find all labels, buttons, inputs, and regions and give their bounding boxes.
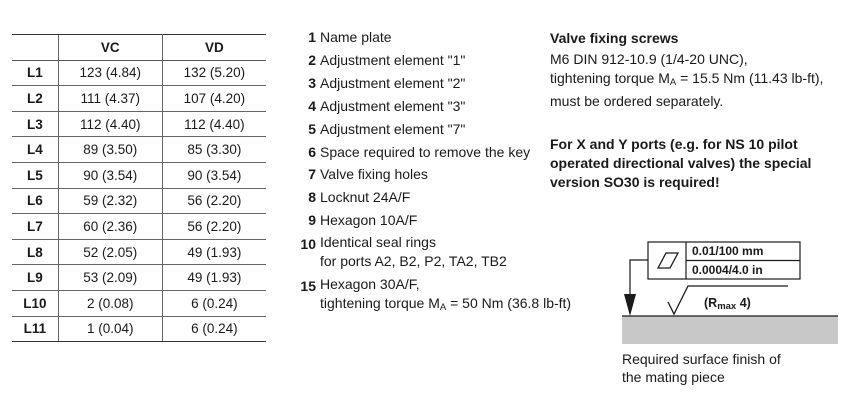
- finish-caption: [622, 350, 822, 386]
- cell-vd: 6 (0.24): [162, 290, 266, 316]
- table-header-vd: VD: [162, 35, 266, 61]
- table-row: [12, 316, 266, 342]
- torque-value: = 50 Nm (36.8 lb-ft): [446, 295, 572, 312]
- legend-number: 3: [308, 74, 316, 91]
- row-label: L9: [12, 265, 58, 291]
- cell-vd: 90 (3.54): [162, 162, 266, 188]
- screws-title: Valve fixing screws: [550, 30, 679, 46]
- table-header-corner: [12, 35, 58, 61]
- screws-torque-subscript: A: [669, 77, 677, 88]
- legend-item: [296, 49, 571, 72]
- cell-vd: 6 (0.24): [162, 316, 266, 342]
- flatness-tolerance-mm: 0.01/100 mm: [692, 244, 764, 258]
- table-row: [12, 265, 266, 291]
- legend-text: Adjustment element "7": [320, 120, 466, 137]
- torque-subscript: A: [439, 302, 447, 314]
- legend-number: 2: [308, 51, 316, 68]
- legend-item: [296, 163, 571, 186]
- cell-vd: 85 (3.30): [162, 137, 266, 163]
- legend-text: Locknut 24A/F: [320, 189, 411, 206]
- torque-prefix: tightening torque M: [320, 295, 440, 312]
- legend-number: 15: [300, 278, 316, 295]
- table-row: [12, 60, 266, 86]
- legend-item: [296, 209, 571, 232]
- dimension-table: [12, 34, 266, 342]
- legend-text: Adjustment element "3": [320, 97, 466, 114]
- cell-vc: 112 (4.40): [58, 111, 162, 137]
- table-header-vc: VC: [58, 35, 162, 61]
- table-row: [12, 162, 266, 188]
- legend-text-line1: Hexagon 30A/F,: [320, 276, 420, 293]
- caption-line2: the mating piece: [622, 369, 725, 385]
- leader-line: [630, 260, 648, 298]
- caption-line1: Required surface finish of: [622, 351, 781, 367]
- rmax-prefix: (R: [704, 296, 718, 310]
- cell-vc: 111 (4.37): [58, 86, 162, 112]
- table-row: [12, 188, 266, 214]
- component-legend: [296, 26, 571, 321]
- row-label: L3: [12, 111, 58, 137]
- legend-text: [320, 233, 507, 271]
- rmax-value: 4): [736, 296, 751, 310]
- row-label: L2: [12, 86, 58, 112]
- table-row: [12, 137, 266, 163]
- row-label: L8: [12, 239, 58, 265]
- cell-vd: 49 (1.93): [162, 239, 266, 265]
- notes-panel: [550, 26, 840, 192]
- table-row: [12, 239, 266, 265]
- legend-item: [296, 275, 571, 317]
- legend-number: 5: [308, 120, 316, 137]
- legend-text: Space required to remove the key: [320, 143, 531, 160]
- legend-number: 10: [300, 236, 316, 253]
- legend-item: [296, 95, 571, 118]
- cell-vd: 49 (1.93): [162, 265, 266, 291]
- cell-vc: 2 (0.08): [58, 290, 162, 316]
- row-label: L1: [12, 60, 58, 86]
- legend-text: Hexagon 10A/F: [320, 212, 418, 229]
- screws-torque-value: = 15.5 Nm (11.43 lb-ft),: [676, 70, 824, 86]
- cell-vd: 56 (2.20): [162, 214, 266, 240]
- surface-finish-diagram: [600, 236, 840, 396]
- legend-item: [296, 26, 571, 49]
- legend-number: 9: [308, 212, 316, 229]
- legend-number: 7: [308, 166, 316, 183]
- cell-vd: 132 (5.20): [162, 60, 266, 86]
- cell-vc: 89 (3.50): [58, 137, 162, 163]
- cell-vc: 60 (2.36): [58, 214, 162, 240]
- cell-vc: 53 (2.09): [58, 265, 162, 291]
- cell-vd: 112 (4.40): [162, 111, 266, 137]
- legend-number: 8: [308, 189, 316, 206]
- cell-vc: 59 (2.32): [58, 188, 162, 214]
- flatness-tolerance-in: 0.0004/4.0 in: [692, 263, 763, 277]
- cell-vc: 1 (0.04): [58, 316, 162, 342]
- table-header-row: [12, 35, 266, 61]
- screws-line3: must be ordered separately.: [550, 93, 724, 109]
- xy-note-line3: version SO30 is required!: [550, 174, 720, 190]
- cell-vd: 107 (4.20): [162, 86, 266, 112]
- legend-item: [296, 72, 571, 95]
- cell-vc: 90 (3.54): [58, 162, 162, 188]
- screws-torque-prefix: tightening torque M: [550, 70, 670, 86]
- legend-text: [320, 275, 571, 317]
- table-row: [12, 111, 266, 137]
- cell-vd: 56 (2.20): [162, 188, 266, 214]
- xy-ports-note: [550, 135, 840, 192]
- legend-item: [296, 233, 571, 271]
- legend-text: Valve fixing holes: [320, 166, 428, 183]
- row-label: L11: [12, 316, 58, 342]
- rmax-subscript: max: [717, 301, 737, 312]
- table-row: [12, 214, 266, 240]
- legend-item: [296, 186, 571, 209]
- legend-number: 1: [308, 29, 316, 45]
- screws-line1: M6 DIN 912-10.9 (1/4-20 UNC),: [550, 51, 748, 67]
- row-label: L5: [12, 162, 58, 188]
- screws-body: [550, 50, 840, 111]
- legend-item: [296, 141, 571, 164]
- legend-text: Adjustment element "2": [320, 74, 466, 91]
- xy-note-line1: For X and Y ports (e.g. for NS 10 pilot: [550, 136, 798, 152]
- roughness-value: [704, 296, 751, 312]
- legend-number: 6: [308, 143, 316, 160]
- mating-surface: [622, 316, 838, 344]
- legend-text-line1: Identical seal rings: [320, 234, 436, 251]
- xy-note-line2: operated directional valves) the special: [550, 155, 812, 171]
- row-label: L10: [12, 290, 58, 316]
- cell-vc: 123 (4.84): [58, 60, 162, 86]
- legend-text: Adjustment element "1": [320, 51, 466, 68]
- legend-number: 4: [308, 97, 316, 114]
- cell-vc: 52 (2.05): [58, 239, 162, 265]
- row-label: L4: [12, 137, 58, 163]
- row-label: L7: [12, 214, 58, 240]
- legend-text: Name plate: [320, 29, 392, 45]
- leader-arrow: [624, 294, 636, 316]
- row-label: L6: [12, 188, 58, 214]
- legend-text-line2: for ports A2, B2, P2, TA2, TB2: [320, 253, 507, 270]
- legend-item: [296, 118, 571, 141]
- table-row: [12, 290, 266, 316]
- table-row: [12, 86, 266, 112]
